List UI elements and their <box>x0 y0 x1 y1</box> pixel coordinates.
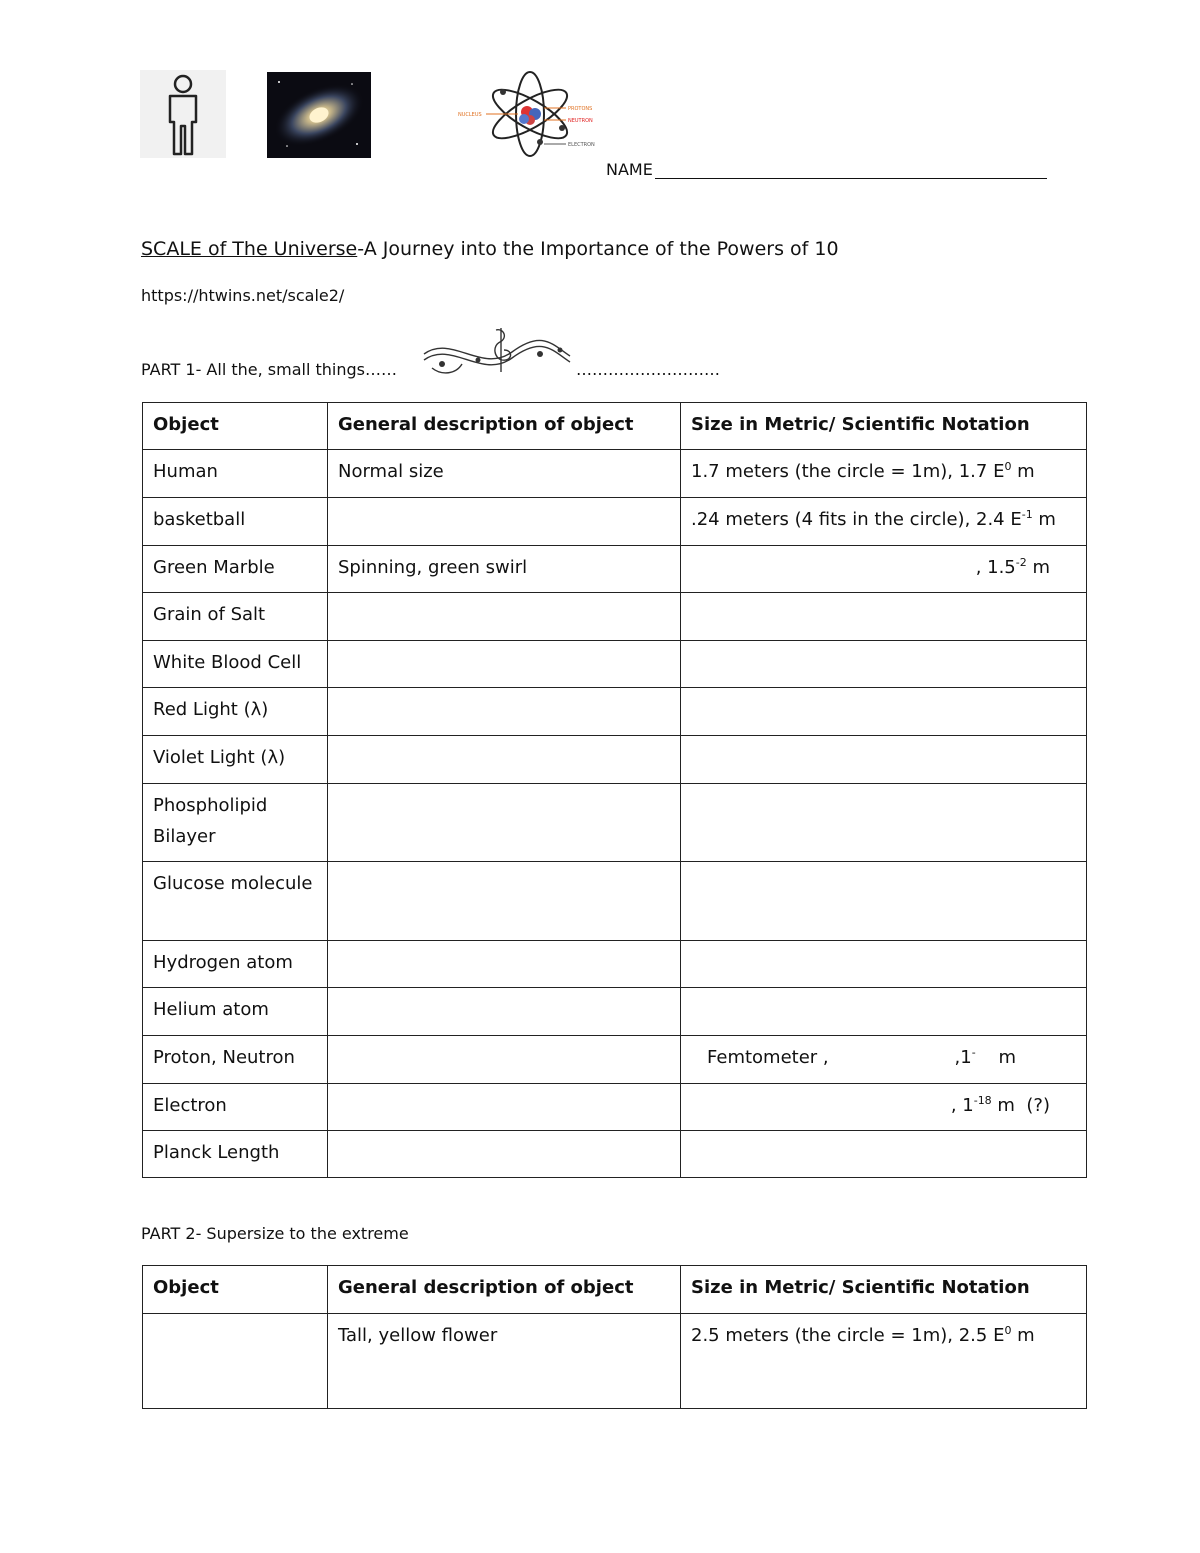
size-text: Femtometer , ,1 <box>707 1047 972 1068</box>
part1-header-row <box>143 403 1087 450</box>
part1-dots: ……………………… <box>576 360 720 379</box>
description-cell[interactable] <box>328 1131 681 1178</box>
description-cell[interactable] <box>328 1084 681 1131</box>
name-underline <box>655 160 1047 179</box>
size-cell[interactable] <box>681 450 1087 498</box>
size-unit: m <box>975 1047 1017 1068</box>
size-cell[interactable] <box>681 593 1087 641</box>
description-cell[interactable] <box>328 641 681 688</box>
size-text: .24 meters (4 fits in the circle), 2.4 E <box>691 509 1022 530</box>
part2-table <box>142 1265 1087 1409</box>
part1-table-row <box>143 862 1087 941</box>
object-cell[interactable]: Human <box>143 450 328 498</box>
part1-col-header: Object <box>143 403 328 450</box>
size-unit: m <box>1011 461 1035 482</box>
music-notes-icon <box>422 324 572 382</box>
part2-table-row <box>143 1314 1087 1409</box>
part1-table-row <box>143 941 1087 988</box>
atom-label-neutron: NEUTRON <box>568 118 593 124</box>
part1-table-row <box>143 1084 1087 1131</box>
size-exponent: - <box>971 1046 976 1059</box>
size-cell[interactable] <box>681 641 1087 688</box>
part1-table-row <box>143 688 1087 736</box>
size-exponent: -1 <box>1021 508 1033 521</box>
size-text: 2.5 meters (the circle = 1m), 2.5 E <box>691 1325 1005 1346</box>
part1-table-row <box>143 593 1087 641</box>
size-text: , 1 <box>950 1095 974 1116</box>
title-rest: -A Journey into the Importance of the Powers of 10 <box>357 238 839 260</box>
size-cell[interactable] <box>681 1036 1087 1084</box>
page-title <box>141 238 839 260</box>
size-cell[interactable] <box>681 941 1087 988</box>
object-cell[interactable]: Proton, Neutron <box>143 1036 328 1084</box>
size-cell[interactable] <box>681 1084 1087 1131</box>
size-unit: m <box>1026 557 1050 578</box>
object-cell[interactable]: Helium atom <box>143 988 328 1036</box>
atom-label-protons: PROTONS <box>568 106 593 112</box>
part1-table-row <box>143 988 1087 1036</box>
size-cell[interactable] <box>681 498 1087 546</box>
name-field[interactable] <box>606 160 1047 179</box>
description-cell[interactable] <box>328 688 681 736</box>
size-exponent: -18 <box>973 1094 992 1107</box>
description-cell[interactable] <box>328 736 681 784</box>
size-cell[interactable] <box>681 736 1087 784</box>
part1-heading: PART 1- All the, small things…… <box>141 360 397 379</box>
object-cell[interactable]: Green Marble <box>143 546 328 593</box>
size-exponent: 0 <box>1004 460 1012 473</box>
part2-col-header: Object <box>143 1266 328 1314</box>
object-cell[interactable]: Electron <box>143 1084 328 1131</box>
size-unit: m <box>1011 1325 1035 1346</box>
atom-label-nucleus: NUCLEUS <box>458 112 482 118</box>
part1-table-row <box>143 1131 1087 1178</box>
size-cell[interactable] <box>681 1314 1087 1409</box>
part1-table-row <box>143 784 1087 862</box>
galaxy-image <box>267 72 371 158</box>
description-cell[interactable] <box>328 593 681 641</box>
description-cell[interactable]: Spinning, green swirl <box>328 546 681 593</box>
part1-table-row <box>143 450 1087 498</box>
object-cell[interactable]: Red Light (λ) <box>143 688 328 736</box>
size-cell[interactable] <box>681 988 1087 1036</box>
size-cell[interactable] <box>681 546 1087 593</box>
object-cell[interactable]: White Blood Cell <box>143 641 328 688</box>
object-cell[interactable]: Grain of Salt <box>143 593 328 641</box>
part2-col-header: General description of object <box>328 1266 681 1314</box>
person-icon <box>140 70 226 158</box>
size-text: , 1.5 <box>975 557 1016 578</box>
size-cell[interactable] <box>681 1131 1087 1178</box>
part1-table-row <box>143 1036 1087 1084</box>
title-underlined: SCALE of The Universe <box>141 238 358 260</box>
atom-label-electron: ELECTRON <box>568 142 595 148</box>
description-cell[interactable] <box>328 784 681 862</box>
description-cell[interactable] <box>328 988 681 1036</box>
description-cell[interactable] <box>328 862 681 941</box>
object-cell[interactable] <box>143 1314 328 1409</box>
name-label: NAME <box>606 160 653 179</box>
part1-table-row <box>143 546 1087 593</box>
description-cell[interactable] <box>328 1036 681 1084</box>
size-exponent: 0 <box>1004 1324 1012 1337</box>
description-cell[interactable] <box>328 498 681 546</box>
source-url[interactable]: https://htwins.net/scale2/ <box>141 286 345 305</box>
object-cell[interactable]: Hydrogen atom <box>143 941 328 988</box>
part1-table-row <box>143 736 1087 784</box>
part1-table-row <box>143 641 1087 688</box>
part1-table-row <box>143 498 1087 546</box>
size-cell[interactable] <box>681 688 1087 736</box>
description-cell[interactable]: Tall, yellow flower <box>328 1314 681 1409</box>
size-cell[interactable] <box>681 862 1087 941</box>
object-cell[interactable]: Glucose molecule <box>143 862 328 941</box>
description-cell[interactable] <box>328 941 681 988</box>
part2-header-row <box>143 1266 1087 1314</box>
size-exponent: -2 <box>1015 556 1027 569</box>
part1-table <box>142 402 1087 1178</box>
object-cell[interactable]: Violet Light (λ) <box>143 736 328 784</box>
part1-col-header: Size in Metric/ Scientific Notation <box>681 403 1087 450</box>
object-cell[interactable]: Planck Length <box>143 1131 328 1178</box>
part2-heading: PART 2- Supersize to the extreme <box>141 1224 409 1243</box>
size-unit: m <box>1032 509 1056 530</box>
size-cell[interactable] <box>681 784 1087 862</box>
part2-col-header: Size in Metric/ Scientific Notation <box>681 1266 1087 1314</box>
atom-diagram <box>458 70 604 162</box>
object-cell[interactable]: Phospholipid Bilayer <box>143 784 328 862</box>
object-cell[interactable]: basketball <box>143 498 328 546</box>
description-cell[interactable]: Normal size <box>328 450 681 498</box>
size-text: 1.7 meters (the circle = 1m), 1.7 E <box>691 461 1005 482</box>
part1-col-header: General description of object <box>328 403 681 450</box>
size-unit: m (?) <box>991 1095 1050 1116</box>
